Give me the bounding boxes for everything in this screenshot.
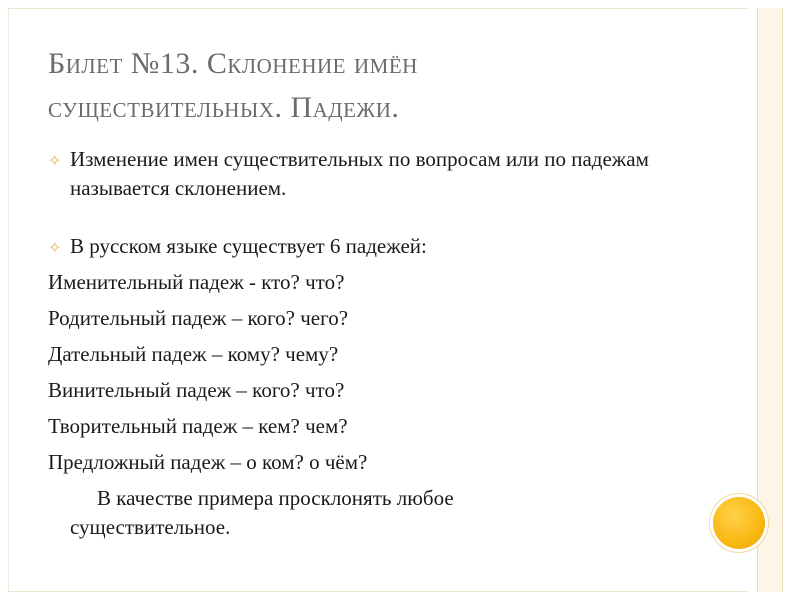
bullet-text: В русском языке существует 6 падежей: xyxy=(70,234,427,258)
decorative-circle-icon xyxy=(713,497,765,549)
frame-top-border xyxy=(8,8,748,9)
title-line-2: существительных. Падежи. xyxy=(48,91,400,124)
slide-title xyxy=(48,42,688,130)
slide-body xyxy=(48,145,698,542)
frame-left-border xyxy=(8,8,9,592)
bullet-text: Изменение имен существительных по вопросам или по падежам называется склонением. xyxy=(70,147,649,200)
spacer xyxy=(48,203,698,232)
case-nominative: Именительный падеж - кто? что? xyxy=(48,270,345,294)
case-genitive: Родительный падеж – кого? чего? xyxy=(48,306,349,330)
bullet-icon: ✧ xyxy=(48,238,62,257)
frame-right-band xyxy=(757,8,783,592)
case-accusative: Винительный падеж – кого? что? xyxy=(48,378,345,402)
note-line-2: существительное. xyxy=(70,515,231,539)
bullet-item-count xyxy=(48,232,698,261)
case-dative: Дательный падеж – кому? чему? xyxy=(48,342,339,366)
assignment-note xyxy=(48,484,698,542)
case-prepositional: Предложный падеж – о ком? о чём? xyxy=(48,450,368,474)
case-instrumental: Творительный падеж – кем? чем? xyxy=(48,414,348,438)
title-line-1: Билет №13. Склонение имён xyxy=(48,47,418,80)
note-line-1: В качестве примера просклонять любое xyxy=(97,486,454,510)
bullet-item-definition xyxy=(48,145,698,203)
frame-bottom-border xyxy=(8,591,748,592)
bullet-icon: ✧ xyxy=(48,151,62,170)
